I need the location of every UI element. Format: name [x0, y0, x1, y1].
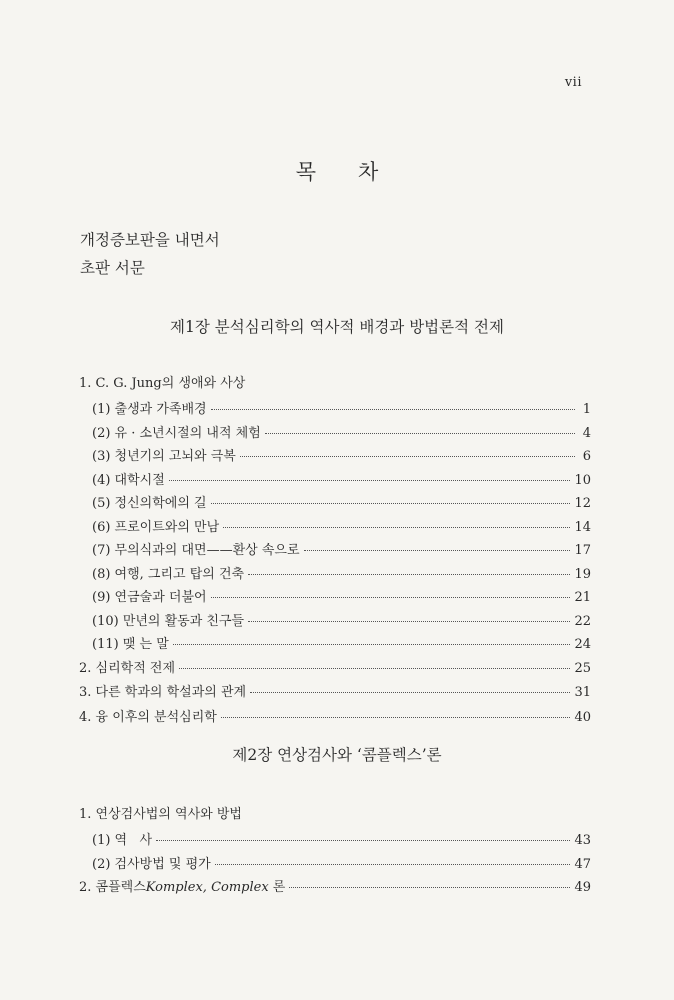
- entry-label: (11) 맺 는 말: [92, 637, 169, 652]
- toc-entry: [79, 853, 591, 877]
- dot-leader: [211, 597, 571, 598]
- entry-label: 4. 융 이후의 분석심리학: [79, 709, 217, 725]
- section-label: 1. 연상검사법의 역사와 방법: [79, 807, 242, 822]
- entry-page: 40: [574, 709, 591, 725]
- dot-leader: [156, 840, 570, 841]
- entry-page: 43: [574, 833, 591, 848]
- dot-leader: [248, 574, 570, 575]
- toc-title-right: 차: [358, 160, 379, 184]
- toc-entry: [79, 398, 591, 422]
- entry-label: (3) 청년기의 고뇌와 극복: [92, 449, 236, 464]
- toc-entry: [79, 633, 591, 657]
- dot-leader: [240, 456, 575, 457]
- chapter-2-heading: 제2장 연상검사와 ‘콤플렉스’론: [232, 746, 442, 764]
- entry-label: (2) 유 · 소년시절의 내적 체험: [92, 425, 261, 441]
- toc-entry: [79, 539, 591, 563]
- entry-page: 49: [574, 880, 591, 895]
- entry-page: 31: [574, 685, 591, 700]
- entry-page: 47: [574, 856, 591, 872]
- entry-label: 2. 심리학적 전제: [79, 660, 176, 676]
- section-heading: [79, 803, 591, 829]
- dot-leader: [304, 550, 571, 551]
- entry-label: (5) 정신의학에의 길: [92, 496, 207, 511]
- chapter-2-toc: [79, 803, 591, 901]
- section-heading: [79, 372, 591, 398]
- toc-entry: [79, 876, 591, 901]
- entry-page: 25: [574, 660, 591, 676]
- toc-entry: [79, 492, 591, 516]
- entry-page: 19: [574, 566, 591, 582]
- entry-page: 17: [574, 543, 591, 558]
- entry-label-italic: Komplex, Complex: [145, 880, 269, 895]
- entry-page: 14: [574, 519, 591, 535]
- entry-label: (8) 여행, 그리고 탑의 건축: [92, 566, 245, 582]
- entry-page: 4: [582, 425, 591, 441]
- entry-label: (1) 역 사: [92, 833, 153, 848]
- entry-page: 12: [574, 496, 591, 511]
- dot-leader: [289, 887, 570, 888]
- dot-leader: [179, 668, 570, 669]
- toc-entry: [79, 563, 591, 587]
- dot-leader: [173, 644, 571, 645]
- entry-label: (1) 출생과 가족배경: [92, 402, 207, 417]
- entry-label: 3. 다른 학과의 학설과의 관계: [79, 685, 247, 700]
- entry-page: 24: [574, 637, 591, 652]
- entry-page: 6: [582, 449, 591, 464]
- entry-label: (4) 대학시절: [92, 472, 165, 488]
- toc-entry: [79, 681, 591, 706]
- dot-leader: [169, 480, 571, 481]
- section-label: 1. C. G. Jung의 생애와 사상: [79, 376, 246, 391]
- toc-entry: [79, 422, 591, 446]
- chapter-1-toc: [79, 372, 591, 730]
- entry-page: 22: [574, 613, 591, 629]
- page-number: vii: [564, 75, 582, 90]
- toc-entry: [79, 586, 591, 610]
- entry-label: (6) 프로이트와의 만남: [92, 519, 220, 535]
- entry-page: 1: [582, 402, 591, 417]
- entry-label: (9) 연금술과 더불어: [92, 590, 207, 605]
- dot-leader: [215, 864, 571, 865]
- entry-label: (2) 검사방법 및 평가: [92, 856, 211, 872]
- toc-entry: [79, 706, 591, 731]
- chapter-1-heading: 제1장 분석심리학의 역사적 배경과 방법론적 전제: [170, 318, 504, 336]
- dot-leader: [265, 433, 575, 434]
- toc-entry: [79, 469, 591, 493]
- toc-entry: [79, 445, 591, 469]
- dot-leader: [223, 527, 570, 528]
- entry-label-suffix: 론: [268, 880, 286, 895]
- dot-leader: [221, 717, 571, 718]
- entry-page: 21: [574, 590, 591, 605]
- toc-title: [0, 156, 674, 186]
- front-matter-preface: 개정증보판을 내면서: [80, 231, 220, 249]
- toc-entry: [79, 610, 591, 634]
- toc-entry: [79, 516, 591, 540]
- entry-page: 10: [574, 472, 591, 488]
- dot-leader: [211, 503, 571, 504]
- toc-title-left: 목: [295, 160, 316, 184]
- dot-leader: [250, 692, 570, 693]
- dot-leader: [211, 409, 575, 410]
- front-matter-first-preface: 초판 서문: [80, 259, 145, 277]
- toc-entry: [79, 657, 591, 682]
- dot-leader: [248, 621, 570, 622]
- entry-label: (7) 무의식과의 대면——환상 속으로: [92, 543, 300, 558]
- entry-label: [79, 876, 285, 895]
- entry-label: (10) 만년의 활동과 친구들: [92, 613, 245, 629]
- entry-label-prefix: 2. 콤플렉스: [79, 880, 146, 895]
- toc-entry: [79, 829, 591, 853]
